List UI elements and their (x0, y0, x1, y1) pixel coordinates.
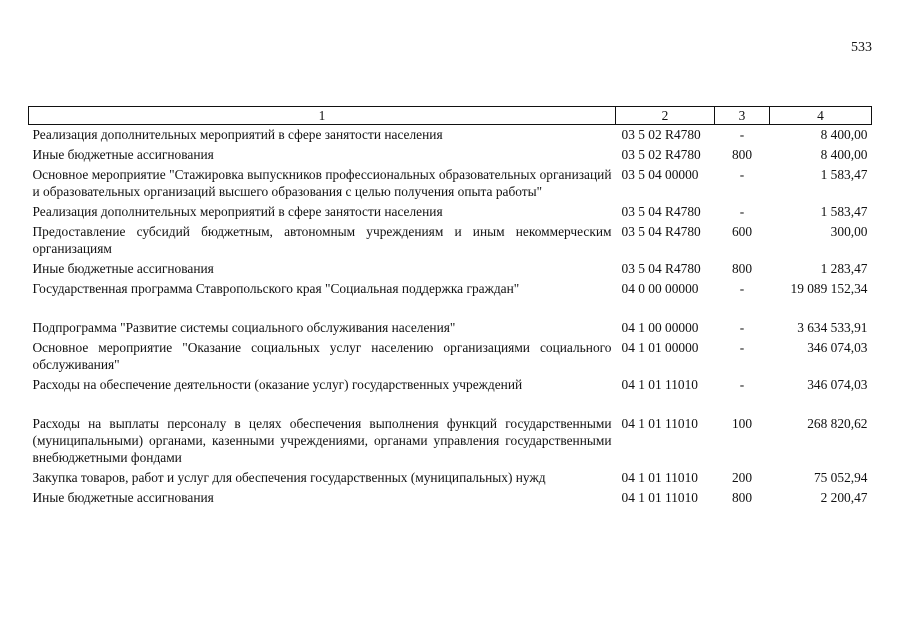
row-expense-type: - (739, 281, 745, 296)
row-name: Реализация дополнительных мероприятий в сфере занятости населения (32, 204, 443, 219)
row-amount: 268 820,62 (807, 416, 868, 431)
row-name: Иные бюджетные ассигнования (32, 261, 214, 276)
budget-table (28, 106, 872, 508)
row-name: Реализация дополнительных мероприятий в сфере занятости населения (32, 127, 443, 142)
row-expense-type: - (739, 340, 745, 355)
row-expense-type: - (739, 127, 745, 142)
table-row (29, 468, 872, 488)
row-amount: 1 283,47 (820, 261, 868, 276)
row-amount: 346 074,03 (807, 377, 868, 392)
row-name: Предоставление субсидий бюджетным, автономным учреждениям и иным некоммерческим организациям (32, 224, 612, 256)
table-header (29, 107, 872, 125)
row-amount: 8 400,00 (820, 147, 868, 162)
table-row (29, 145, 872, 165)
row-amount: 300,00 (830, 224, 868, 239)
header-col-2: 2 (616, 107, 715, 125)
row-code: 04 1 01 11010 (621, 416, 698, 431)
row-name: Расходы на выплаты персоналу в целях обеспечения выполнения функций государственными (муниципальными) органами, казенными учреждениями, органами управления государственными внебюджетными фондами (32, 416, 612, 465)
table-row (29, 318, 872, 338)
row-name: Основное мероприятие "Стажировка выпускников профессиональных образовательных организаций и образовательных организаций высшего образования с целью получения опыта работы" (32, 167, 612, 199)
row-code: 03 5 04 00000 (621, 167, 699, 182)
row-name: Расходы на обеспечение деятельности (оказание услуг) государственных учреждений (32, 377, 523, 392)
row-code: 04 1 01 11010 (621, 377, 698, 392)
row-name: Иные бюджетные ассигнования (32, 147, 214, 162)
row-code: 03 5 02 R4780 (621, 127, 701, 142)
table-row (29, 202, 872, 222)
table-row (29, 414, 872, 468)
row-amount: 75 052,94 (813, 470, 868, 485)
row-amount: 3 634 533,91 (797, 320, 868, 335)
row-amount: 8 400,00 (820, 127, 868, 142)
table-row (29, 125, 872, 146)
row-code: 04 1 00 00000 (621, 320, 699, 335)
row-expense-type: - (739, 204, 745, 219)
row-code: 03 5 04 R4780 (621, 204, 701, 219)
table-row (29, 165, 872, 202)
row-expense-type: 800 (731, 147, 753, 162)
row-code: 04 0 00 00000 (621, 281, 699, 296)
row-amount: 1 583,47 (820, 167, 868, 182)
row-name: Подпрограмма "Развитие системы социального обслуживания населения" (32, 320, 456, 335)
row-amount: 19 089 152,34 (790, 281, 868, 296)
row-expense-type: 100 (731, 416, 753, 431)
row-code: 04 1 01 11010 (621, 470, 698, 485)
table-row (29, 259, 872, 279)
row-name: Государственная программа Ставропольского края "Социальная поддержка граждан" (32, 281, 520, 296)
row-name: Иные бюджетные ассигнования (32, 490, 214, 505)
table-body (29, 125, 872, 509)
row-amount: 1 583,47 (820, 204, 868, 219)
row-code: 03 5 04 R4780 (621, 224, 701, 239)
row-code: 03 5 02 R4780 (621, 147, 701, 162)
table-row (29, 338, 872, 375)
row-expense-type: - (739, 320, 745, 335)
row-code: 04 1 01 00000 (621, 340, 699, 355)
table-row (29, 279, 872, 318)
row-expense-type: 200 (731, 470, 753, 485)
row-amount: 346 074,03 (807, 340, 868, 355)
header-col-1: 1 (29, 107, 616, 125)
page-number: 533 (851, 40, 872, 55)
header-col-3: 3 (715, 107, 770, 125)
row-name: Основное мероприятие "Оказание социальных услуг населению организациями социального обслуживания" (32, 340, 612, 372)
row-expense-type: - (739, 377, 745, 392)
table-row (29, 222, 872, 259)
table-row (29, 488, 872, 508)
row-expense-type: 800 (731, 490, 753, 505)
row-amount: 2 200,47 (820, 490, 868, 505)
row-name: Закупка товаров, работ и услуг для обеспечения государственных (муниципальных) нужд (32, 470, 546, 485)
row-expense-type: 800 (731, 261, 753, 276)
row-expense-type: 600 (731, 224, 753, 239)
row-code: 03 5 04 R4780 (621, 261, 701, 276)
row-code: 04 1 01 11010 (621, 490, 698, 505)
header-col-4: 4 (770, 107, 872, 125)
row-expense-type: - (739, 167, 745, 182)
table-row (29, 375, 872, 414)
header-row (29, 107, 872, 125)
